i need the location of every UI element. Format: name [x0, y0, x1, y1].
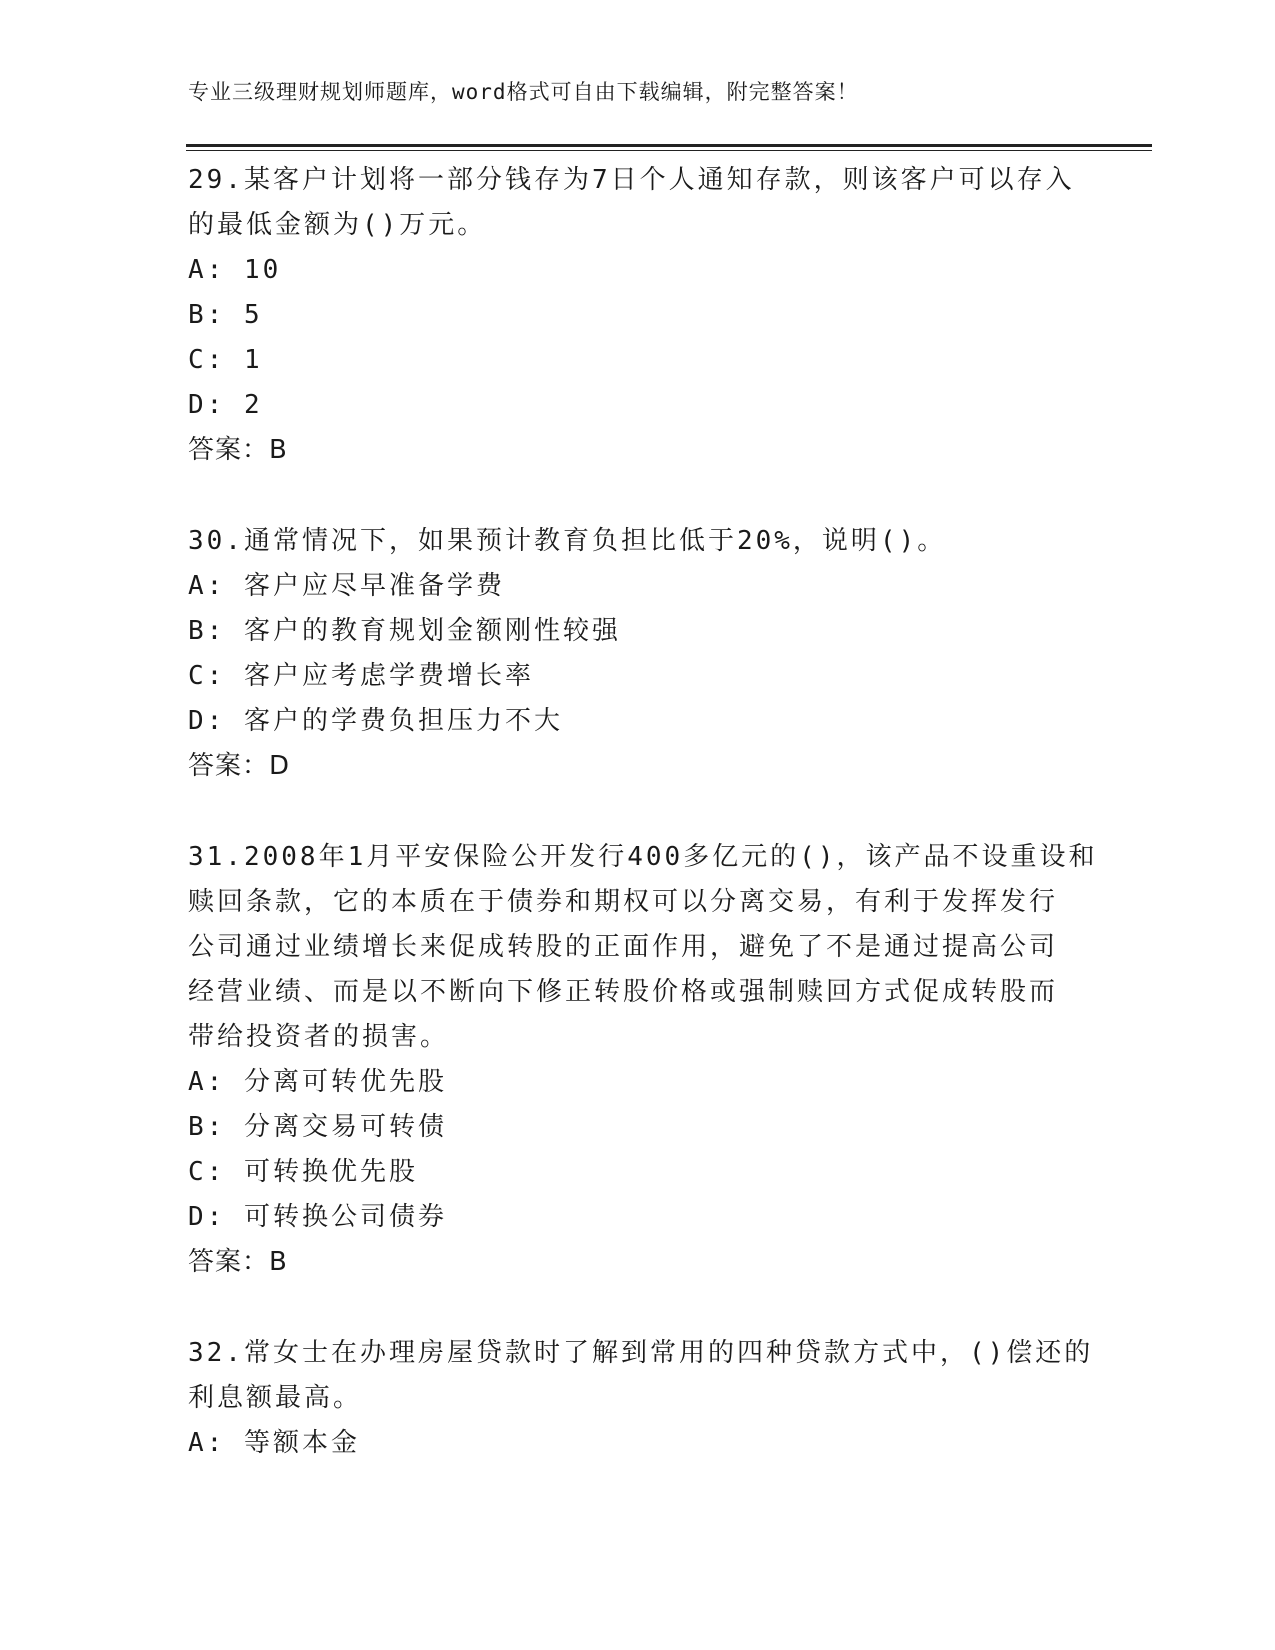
- question-text: 赎回条款，它的本质在于债券和期权可以分离交易，有利于发挥发行: [188, 887, 1059, 917]
- header-divider-thick: [186, 144, 1152, 147]
- option-a: A: 客户应尽早准备学费: [188, 571, 505, 601]
- question-list: [188, 158, 1138, 1466]
- option-a: A: 分离可转优先股: [188, 1067, 447, 1097]
- question-text: 带给投资者的损害。: [188, 1022, 450, 1052]
- question-spacer: [188, 473, 1138, 519]
- page-header: 专业三级理财规划师题库，word格式可自由下载编辑，附完整答案！: [188, 80, 859, 104]
- option-a: A: 等额本金: [188, 1428, 360, 1458]
- question-block: [188, 519, 1138, 789]
- answer-text: 答案：B: [188, 435, 288, 465]
- header-divider-thin: [186, 150, 1152, 151]
- question-text: 29.某客户计划将一部分钱存为7日个人通知存款，则该客户可以存入: [188, 165, 1075, 195]
- option-d: D: 客户的学费负担压力不大: [188, 706, 563, 736]
- answer-text: 答案：B: [188, 1247, 288, 1277]
- question-block: [188, 835, 1138, 1285]
- option-c: C: 可转换优先股: [188, 1157, 418, 1187]
- question-text: 的最低金额为()万元。: [188, 210, 487, 240]
- question-spacer: [188, 789, 1138, 835]
- question-text: 经营业绩、而是以不断向下修正转股价格或强制赎回方式促成转股而: [188, 977, 1059, 1007]
- question-block: [188, 1331, 1138, 1466]
- option-a: A: 10: [188, 255, 282, 285]
- answer-text: 答案：D: [188, 751, 291, 781]
- question-block: [188, 158, 1138, 473]
- question-text: 利息额最高。: [188, 1383, 363, 1413]
- question-text: 公司通过业绩增长来促成转股的正面作用，避免了不是通过提高公司: [188, 932, 1059, 962]
- question-text: 31.2008年1月平安保险公开发行400多亿元的()，该产品不设重设和: [188, 842, 1098, 872]
- option-d: D: 可转换公司债券: [188, 1202, 447, 1232]
- question-spacer: [188, 1285, 1138, 1331]
- question-text: 32.常女士在办理房屋贷款时了解到常用的四种贷款方式中，()偿还的: [188, 1338, 1094, 1368]
- question-text: 30.通常情况下，如果预计教育负担比低于20%，说明()。: [188, 526, 947, 556]
- option-b: B: 5: [188, 300, 263, 330]
- option-d: D: 2: [188, 390, 263, 420]
- option-c: C: 1: [188, 345, 263, 375]
- option-c: C: 客户应考虑学费增长率: [188, 661, 534, 691]
- option-b: B: 分离交易可转债: [188, 1112, 447, 1142]
- option-b: B: 客户的教育规划金额刚性较强: [188, 616, 621, 646]
